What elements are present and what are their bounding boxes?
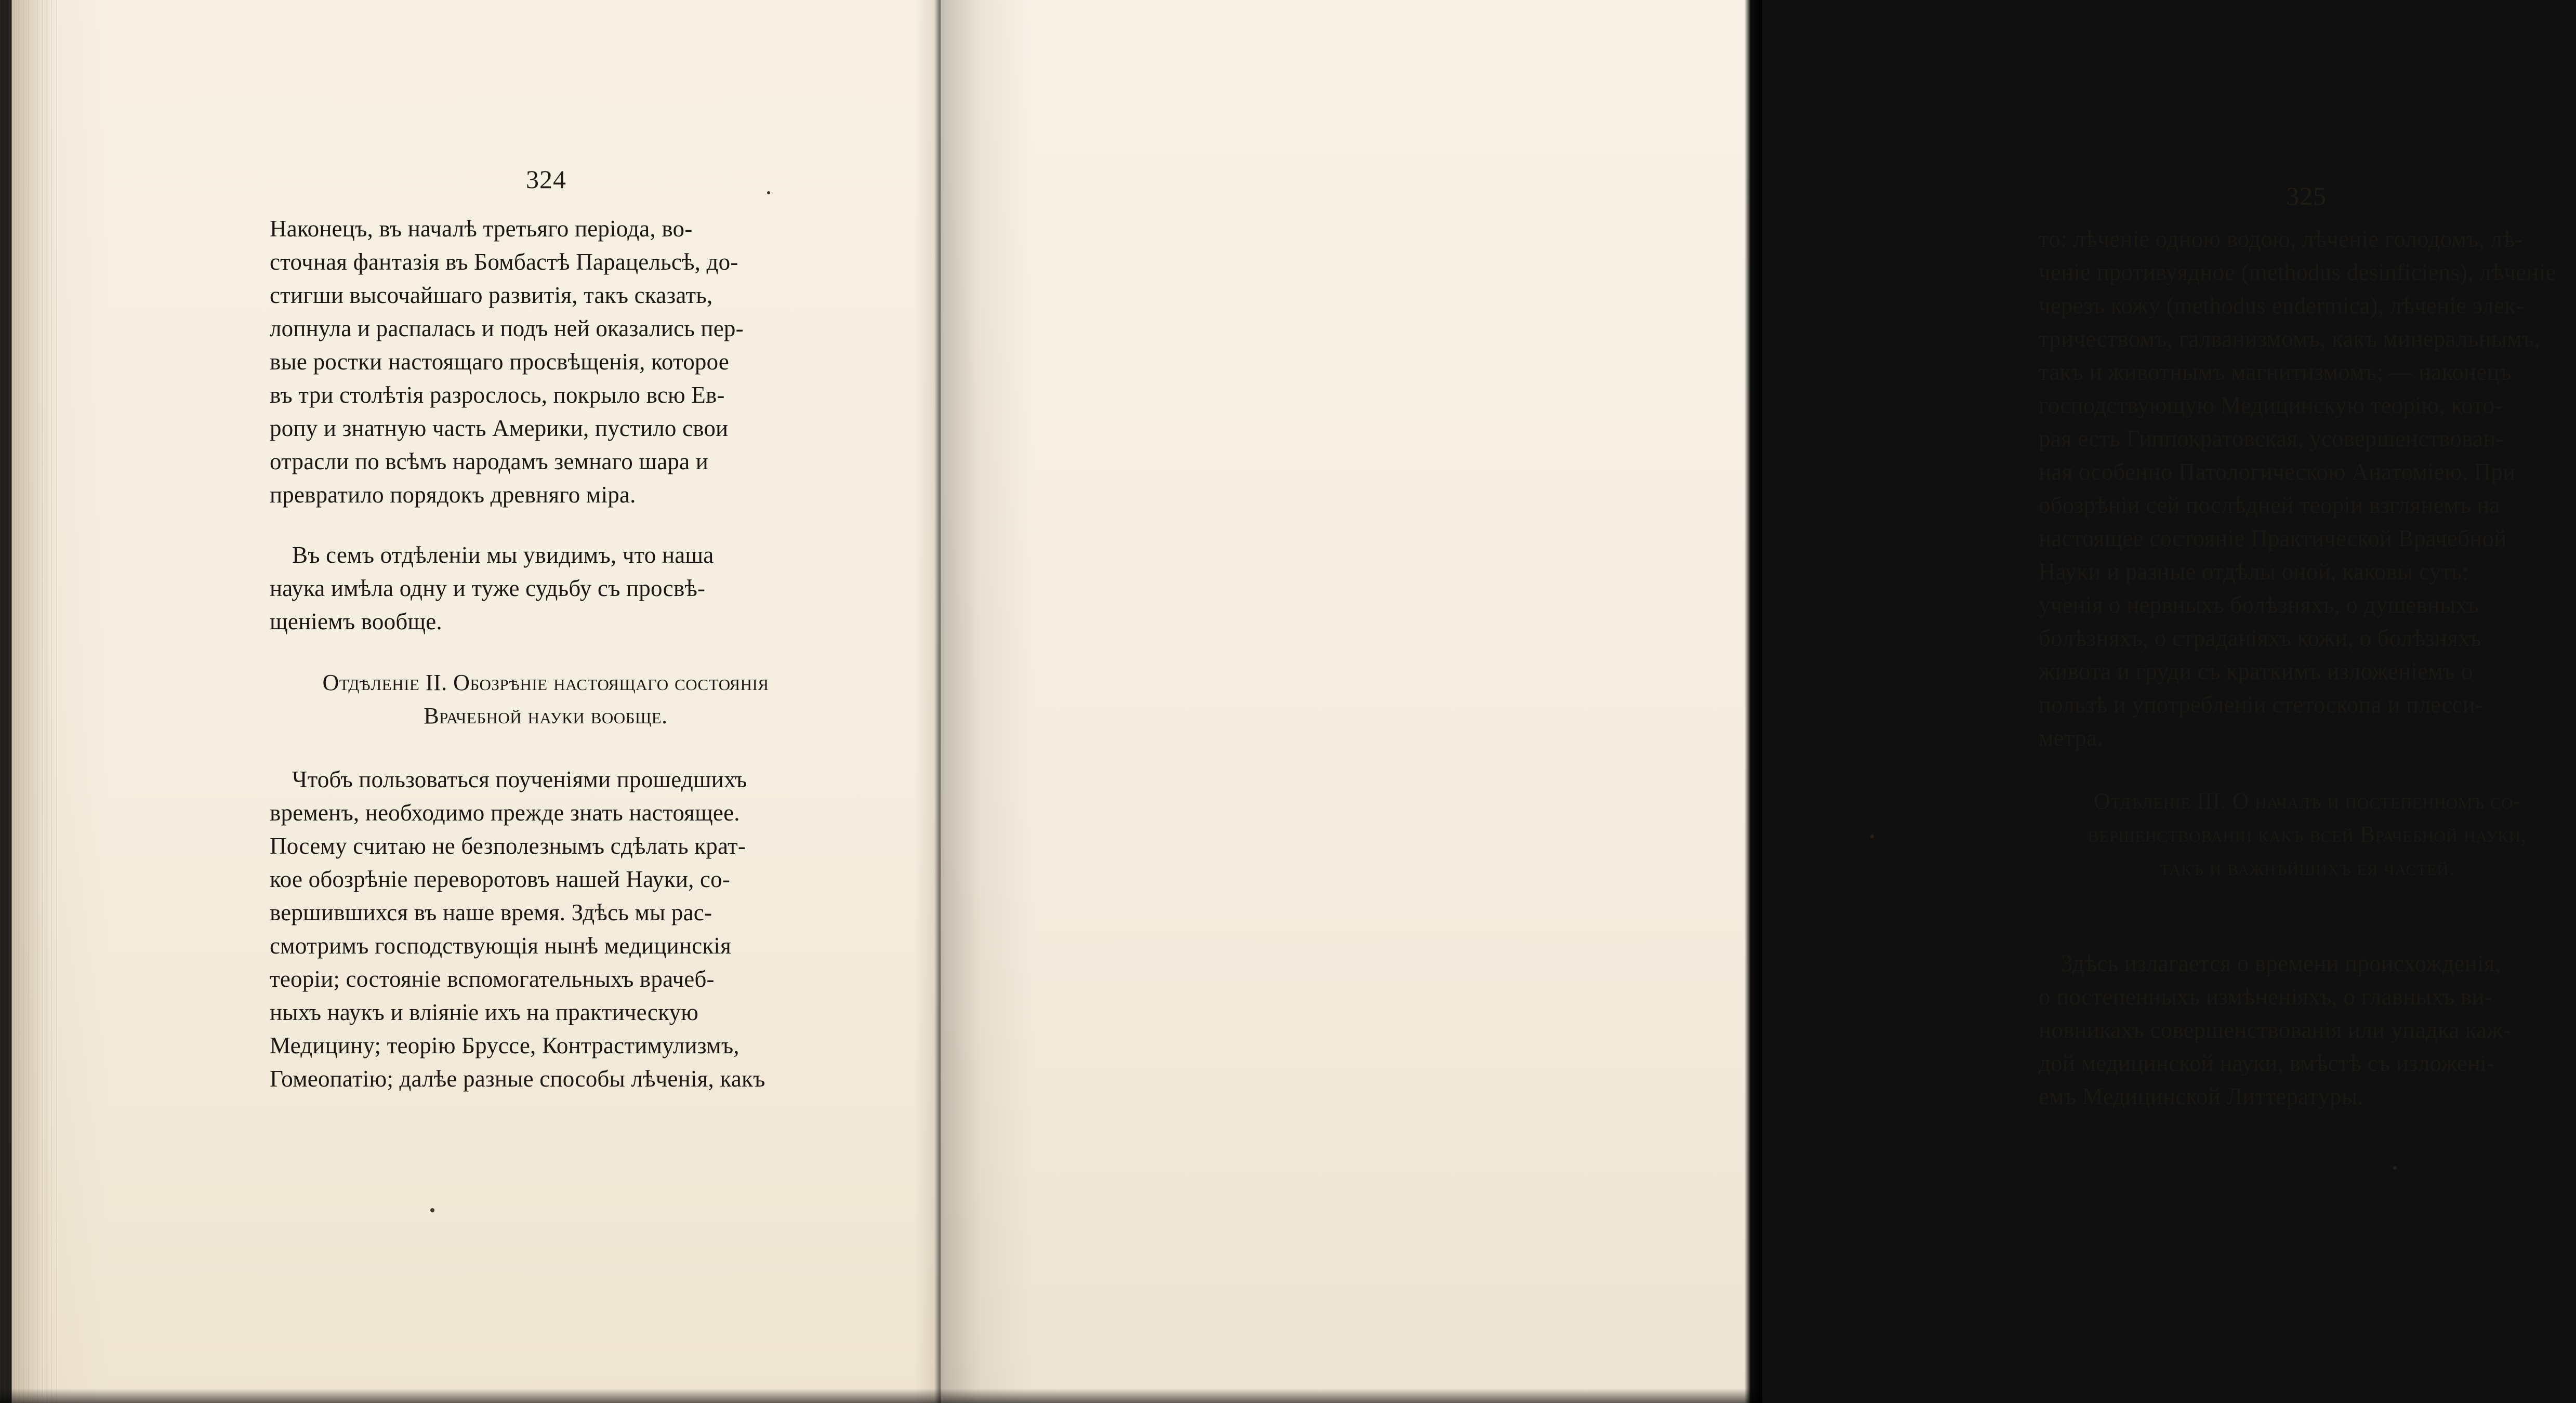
text-line: то: лѣченіе одною водою, лѣченіе голодомъ, лѣ- bbox=[2039, 226, 2523, 252]
right-page-edge bbox=[1745, 0, 1762, 1403]
left-page-text bbox=[270, 212, 822, 1095]
text-line: Науки и разные отдѣлы оной, каковы суть: bbox=[2039, 559, 2469, 585]
text-line: Наконецъ, въ началѣ третьяго періода, во- bbox=[270, 216, 693, 242]
paragraph-gap bbox=[2039, 755, 2576, 785]
right-page bbox=[941, 0, 2556, 1403]
left-intro-paragraph bbox=[270, 212, 822, 511]
right-page-number: 325 bbox=[2286, 181, 2327, 210]
heading-line: Отдѣленіе III. О началѣ и постепенномъ со- bbox=[2093, 788, 2521, 814]
text-line: щеніемъ вообще. bbox=[270, 608, 442, 634]
text-line: болѣзняхъ, о страданіяхъ кожи, о болѣзняхъ bbox=[2039, 625, 2481, 651]
paragraph-gap bbox=[270, 511, 822, 538]
left-closing-paragraph bbox=[270, 763, 822, 1095]
text-line: превратило порядокъ древняго міра. bbox=[270, 482, 636, 508]
text-line: отрасли по всѣмъ народамъ земнаго шара и bbox=[270, 448, 708, 474]
text-line: о постепенныхъ измѣненіяхъ, о главныхъ ви- bbox=[2039, 984, 2492, 1010]
text-line: дой медицинской науки, вмѣстѣ съ изложені- bbox=[2039, 1050, 2495, 1076]
bottom-shadow bbox=[0, 1388, 1762, 1403]
text-line: Здѣсь излагается о времени происхожденія, bbox=[2061, 950, 2501, 976]
text-line: ропу и знатную часть Америки, пустило свои bbox=[270, 415, 729, 441]
paragraph-gap bbox=[2039, 884, 2576, 947]
text-line: ченіе противуядное (methodus desinficiens), лѣченіе bbox=[2039, 259, 2556, 285]
paper-speck bbox=[2393, 1166, 2397, 1170]
text-line: вершившихся въ наше время. Здѣсь мы рас- bbox=[270, 899, 712, 925]
text-line: въ три столѣтія разрослось, покрыло всю Ев- bbox=[270, 382, 725, 408]
right-closing-paragraph bbox=[2039, 947, 2576, 1113]
text-line: наука имѣла одну и туже судьбу съ просвѣ- bbox=[270, 575, 706, 601]
text-line: временъ, необходимо прежде знать настоящее. bbox=[270, 800, 740, 826]
text-line: сточная фантазія въ Бомбастѣ Парацельсѣ, до- bbox=[270, 249, 738, 275]
text-line: ныхъ наукъ и вліяніе ихъ на практическую bbox=[270, 999, 699, 1025]
heading-line: Врачебной науки вообще. bbox=[424, 703, 668, 729]
text-line: метра. bbox=[2039, 725, 2103, 751]
text-line: Медицину; теорію Бруссе, Контрастимулизмъ, bbox=[270, 1033, 739, 1058]
heading-line: такъ и важнѣйшихъ ея частей. bbox=[2160, 855, 2455, 880]
text-line: черезъ кожу (methodus endermica), лѣченіе элек- bbox=[2039, 293, 2524, 319]
left-page bbox=[0, 0, 941, 1403]
text-line: Въ семъ отдѣленіи мы увидимъ, что наша bbox=[292, 542, 714, 568]
text-line: новникахъ совершенствованія или упадка каж- bbox=[2039, 1017, 2511, 1043]
section-three-heading bbox=[2039, 785, 2576, 884]
text-line: теоріи; состояніе вспомогательныхъ врачеб- bbox=[270, 966, 715, 992]
text-line: обозрѣніи сей послѣдней теоріи взглянемъ на bbox=[2039, 492, 2500, 518]
text-line: стигши высочайшаго развитія, такъ сказать, bbox=[270, 282, 713, 308]
left-page-number: 324 bbox=[526, 165, 566, 194]
text-line: ная особенно Патологическою Анатоміею. При bbox=[2039, 459, 2516, 485]
text-line: Чтобъ пользоваться поученіями прошедшихъ bbox=[292, 766, 747, 792]
text-line: лопнула и распалась и подъ ней оказались пер- bbox=[270, 315, 744, 341]
text-line: ученія о нервныхъ болѣзняхъ, о душевныхъ bbox=[2039, 592, 2479, 618]
text-line: емъ Медицинской Литтературы. bbox=[2039, 1083, 2363, 1109]
paper-speck bbox=[767, 191, 770, 194]
paragraph-gap bbox=[270, 733, 822, 763]
paper-speck bbox=[430, 1208, 434, 1212]
section-two-heading bbox=[270, 666, 822, 733]
text-line: Гомеопатію; далѣе разные способы лѣченія, какъ bbox=[270, 1066, 765, 1092]
text-line: тричествомъ, галванизмомъ, какъ минеральнымъ, bbox=[2039, 326, 2540, 352]
text-line: рая есть Гиппократовская, усовершенствован- bbox=[2039, 426, 2504, 452]
right-page-text bbox=[2039, 222, 2576, 1113]
text-line: кое обозрѣніе переворотовъ нашей Науки, со- bbox=[270, 866, 731, 892]
text-line: живота и груди съ краткимъ изложеніемъ о bbox=[2039, 658, 2473, 684]
left-second-paragraph bbox=[270, 538, 822, 638]
paper-speck bbox=[1870, 835, 1874, 838]
text-line: смотримъ господствующія нынѣ медицинскія bbox=[270, 933, 732, 959]
text-line: Посему считаю не безполезнымъ сдѣлать крат- bbox=[270, 833, 746, 859]
paragraph-gap bbox=[270, 638, 822, 666]
heading-line: Отдѣленіе II. Обозрѣніе настоящаго состоянія bbox=[322, 670, 769, 695]
text-line: такъ и животнымъ магнитизмомъ; — наконецъ bbox=[2039, 359, 2512, 385]
text-line: господствующую Медицинскую теорію, кото- bbox=[2039, 392, 2503, 418]
text-line: пользѣ и употребленіи стетоскопа и плесси- bbox=[2039, 692, 2483, 718]
text-line: настоящее состояніе Практической Врачебной bbox=[2039, 525, 2507, 551]
left-page-edge bbox=[0, 0, 57, 1403]
text-line: вые ростки настоящаго просвѣщенія, которое bbox=[270, 349, 730, 375]
heading-line: вершенствованіи какъ всей Врачебной науки, bbox=[2088, 822, 2527, 847]
right-continuation-paragraph bbox=[2039, 222, 2576, 755]
